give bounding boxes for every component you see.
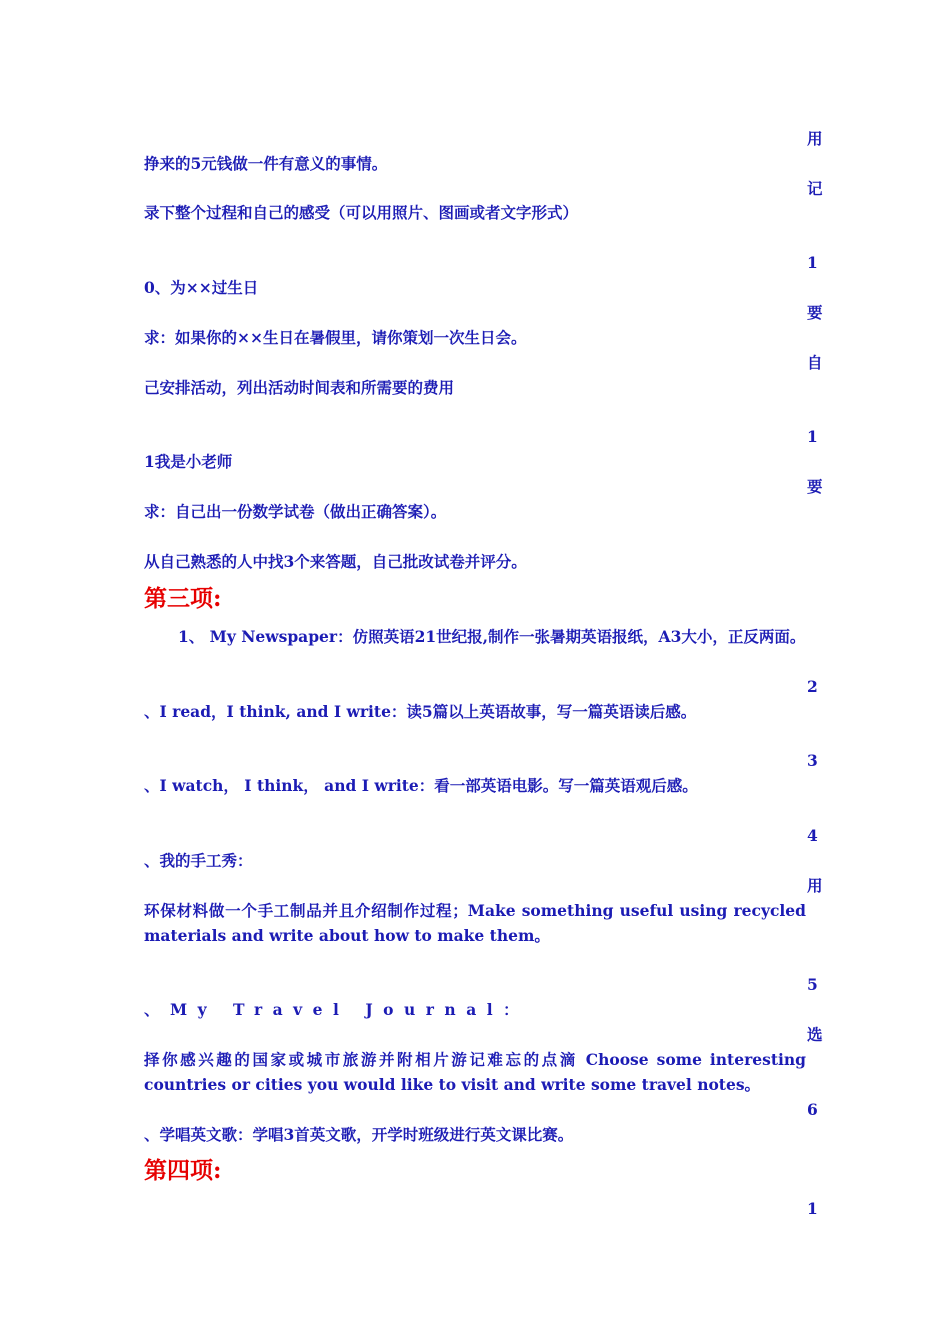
list-item: 、I watch， I think， and I write：看一部英语电影。写一篇英语观后感。 xyxy=(144,776,698,795)
section-heading: 第三项: xyxy=(144,585,222,612)
margin-marker: 5 xyxy=(807,975,818,994)
list-item: 、学唱英文歌：学唱3首英文歌，开学时班级进行英文课比赛。 xyxy=(144,1125,574,1144)
text-line: 录下整个过程和自己的感受（可以用照片、图画或者文字形式） xyxy=(144,203,579,222)
margin-marker: 1 xyxy=(807,253,818,272)
list-item-title: 、我的手工秀： xyxy=(144,851,253,870)
item-title: 1我是小老师 xyxy=(144,452,233,471)
margin-marker: 选 xyxy=(807,1025,823,1044)
list-item: 1、 My Newspaper：仿照英语21世纪报,制作一张暑期英语报纸，A3大小，正反两面。 xyxy=(178,627,806,646)
list-item-body: 环保材料做一个手工制品并且介绍制作过程；Make something useful using recycled materials and write about how to make them。 xyxy=(144,901,806,945)
margin-marker: 3 xyxy=(807,751,818,770)
margin-marker: 要 xyxy=(807,477,823,496)
margin-marker: 1 xyxy=(807,427,818,446)
list-item: 、I read，I think, and I write：读5篇以上英语故事，写一篇英语读后感。 xyxy=(144,702,697,721)
margin-marker: 要 xyxy=(807,303,823,322)
margin-marker: 6 xyxy=(807,1100,818,1119)
text-line: 挣来的5元钱做一件有意义的事情。 xyxy=(144,154,388,173)
margin-marker: 记 xyxy=(807,179,823,198)
margin-marker: 用 xyxy=(807,129,823,148)
item-title: 0、为××过生日 xyxy=(144,278,259,297)
section-heading: 第四项: xyxy=(144,1157,222,1184)
margin-marker: 2 xyxy=(807,677,818,696)
margin-marker: 自 xyxy=(807,353,823,372)
margin-marker: 用 xyxy=(807,876,823,895)
list-item-title: 、My Travel Journal： xyxy=(144,1000,530,1019)
margin-marker: 4 xyxy=(807,826,818,845)
item-requirement: 求：自己出一份数学试卷（做出正确答案）。 xyxy=(144,502,447,521)
item-detail: 己安排活动，列出活动时间表和所需要的费用 xyxy=(144,378,455,397)
list-item-body: 择你感兴趣的国家或城市旅游并附相片游记难忘的点滴 Choose some interesting countries or cities you would like to visit and write some travel notes。 xyxy=(144,1050,806,1094)
item-requirement: 求：如果你的××生日在暑假里，请你策划一次生日会。 xyxy=(144,328,527,347)
item-detail: 从自己熟悉的人中找3个来答题，自己批改试卷并评分。 xyxy=(144,552,527,571)
margin-marker: 1 xyxy=(807,1199,818,1218)
